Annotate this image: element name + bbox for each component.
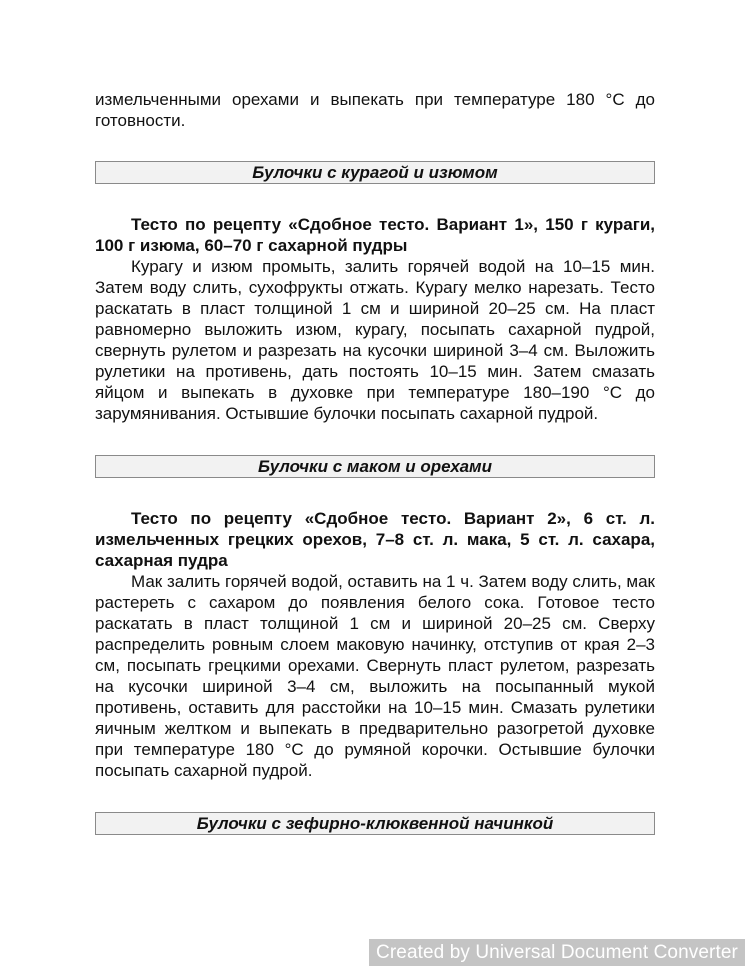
method-paragraph-poppy-nut: Мак залить горячей водой, оставить на 1 ч. Затем воду слить, мак растереть с сахаром до появления белого сока. Готовое тесто раскатать в пласт толщиной 1 см и шириной 20–25 см. Сверху распределить ровным слоем маковую начинку, отступив от края 2–3 см, посыпать грецкими орехами. Свернуть пласт рулетом, разрезать на кусочки шириной 3–4 см, выложить на посыпанный мукой противень, оставить для расстойки на 10–15 мин. Смазать рулетики яичным желтком и выпекать в предварительно разогретой духовке при температуре 180 °С до румяной корочки. Остывшие булочки посыпать сахарной пудрой. (95, 572, 655, 780)
section-heading-poppy-nut: Булочки с маком и орехами (95, 455, 655, 478)
section-heading-apricot-raisin: Булочки с курагой и изюмом (95, 161, 655, 184)
method-paragraph-apricot-raisin: Курагу и изюм промыть, залить горячей водой на 10–15 мин. Затем воду слить, сухофрукты отжать. Курагу мелко нарезать. Тесто раскатать в пласт толщиной 1 см и шириной 20–25 см. На пласт равномерно выложить изюм, курагу, посыпать сахарной пудрой, свернуть рулетом и разрезать на кусочки шириной 3–4 см. Выложить рулетики на противень, дать постоять 10–15 мин. Затем смазать яйцом и выпекать в духовке при температуре 180–190 °С до зарумянивания. Остывшие булочки посыпать сахарной пудрой. (95, 257, 655, 423)
ingredients-paragraph-poppy-nut: Тесто по рецепту «Сдобное тесто. Вариант 2», 6 ст. л. измельченных грецких орехов, 7–8 ст. л. мака, 5 ст. л. сахара, сахарная пудра (95, 509, 655, 570)
converter-watermark: Created by Universal Document Converter (369, 939, 745, 966)
intro-paragraph: измельченными орехами и выпекать при температуре 180 °С до готовности. (95, 90, 655, 130)
ingredients-paragraph-apricot-raisin: Тесто по рецепту «Сдобное тесто. Вариант 1», 150 г кураги, 100 г изюма, 60–70 г сахарной пудры (95, 215, 655, 255)
section-heading-marshmallow-cranberry: Булочки с зефирно-клюквенной начинкой (95, 812, 655, 835)
document-page (95, 89, 655, 835)
